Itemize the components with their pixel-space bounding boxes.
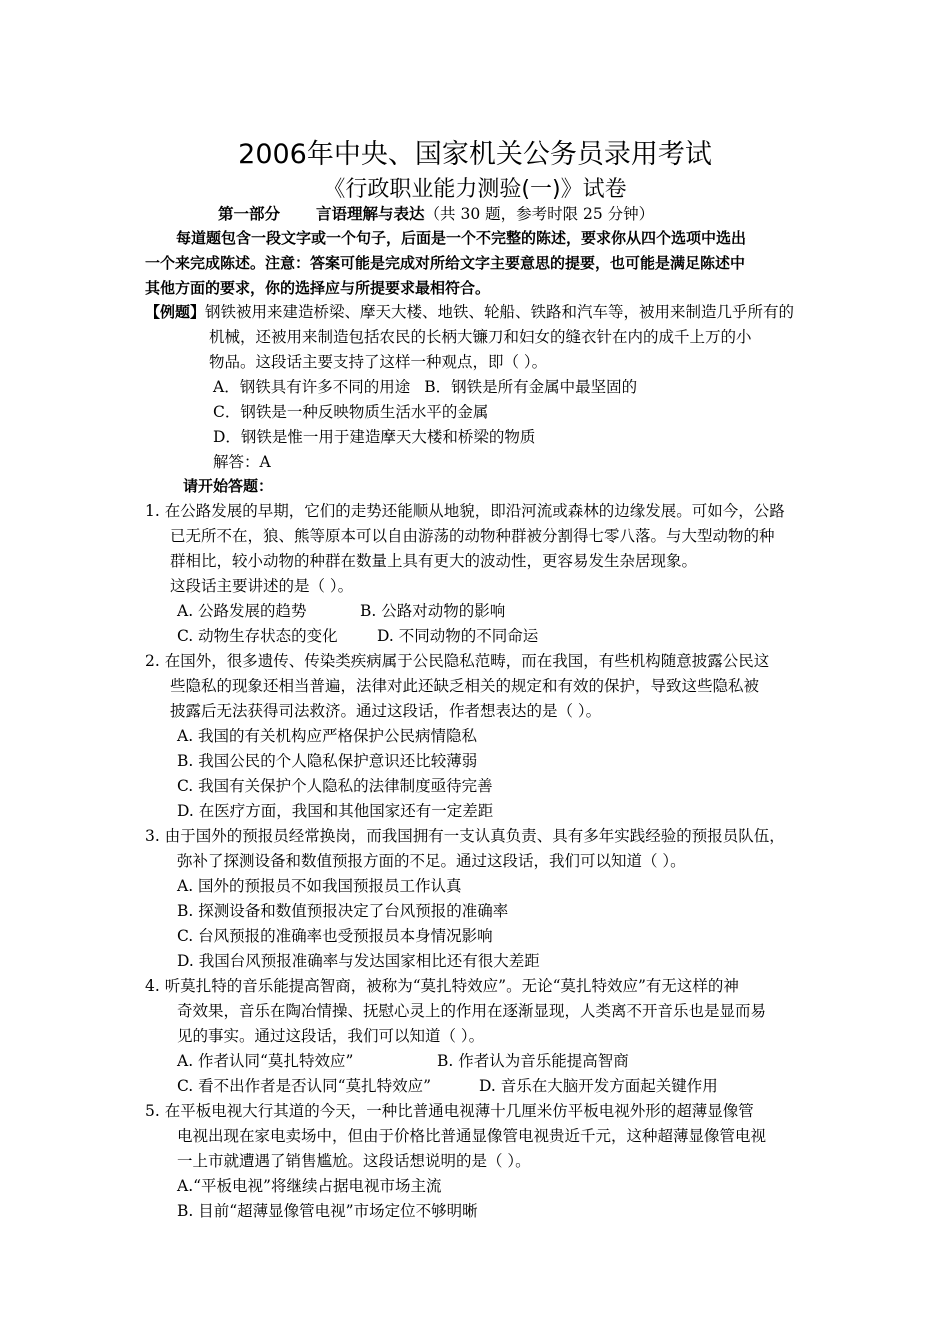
- question-4-option-d: D. 音乐在大脑开发方面起关键作用: [479, 1077, 718, 1095]
- question-5-text: 一上市就遭遇了销售尴尬。这段话想说明的是（ ）。: [177, 1152, 531, 1170]
- question-2-option-c: C. 我国有关保护个人隐私的法律制度亟待完善: [177, 777, 493, 795]
- question-1-text: 这段话主要讲述的是（ ）。: [170, 577, 354, 595]
- question-2-option-b: B. 我国公民的个人隐私保护意识还比较薄弱: [177, 752, 478, 770]
- question-5-text: 电视出现在家电卖场中，但由于价格比普通显像管电视贵近千元，这种超薄显像管电视: [177, 1127, 767, 1145]
- section-note: （共 30 题，参考时限 25 分钟）: [424, 205, 655, 223]
- question-1-option-b: B. 公路对动物的影响: [360, 602, 506, 620]
- question-4-text: 4. 听莫扎特的音乐能提高智商，被称为“莫扎特效应”。无论“莫扎特效应”有无这样的神: [145, 977, 739, 995]
- section-topic: 言语理解与表达: [316, 204, 425, 223]
- question-2-text: 披露后无法获得司法救济。通过这段话，作者想表达的是（ ）。: [170, 702, 602, 720]
- question-4-text: 奇效果，音乐在陶冶情操、抚慰心灵上的作用在逐渐显现，人类离不开音乐也是显而易: [177, 1002, 767, 1020]
- example-text: 物品。这段话主要支持了这样一种观点，即（ ）。: [209, 353, 548, 371]
- example-answer: 解答：A: [213, 453, 271, 471]
- question-4-option-row: [177, 1051, 629, 1071]
- example-text: 机械，还被用来制造包括农民的长柄大镰刀和妇女的缝衣针在内的成千上万的小: [209, 328, 752, 346]
- example-option-d: D．钢铁是惟一用于建造摩天大楼和桥梁的物质: [213, 428, 536, 446]
- question-1-option-row: [177, 626, 538, 646]
- question-1-text: 1. 在公路发展的早期，它们的走势还能顺从地貌，即沿河流或森林的边缘发展。可如今，公路: [145, 502, 785, 520]
- question-2-option-a: A. 我国的有关机构应严格保护公民病情隐私: [177, 727, 478, 745]
- example-option-row: [213, 377, 637, 397]
- instruction-line: 一个来完成陈述。注意：答案可能是完成对所给文字主要意思的提要，也可能是满足陈述中: [145, 254, 746, 272]
- question-2-text: 2. 在国外，很多遗传、传染类疾病属于公民隐私范畴，而在我国，有些机构随意披露公民这: [145, 652, 770, 670]
- question-5-option-a: A.“平板电视”将继续占据电视市场主流: [177, 1177, 442, 1195]
- question-3-text: 3. 由于国外的预报员经常换岗，而我国拥有一支认真负责、具有多年实践经验的预报员队伍，: [145, 827, 785, 845]
- question-3-text: 弥补了探测设备和数值预报方面的不足。通过这段话，我们可以知道（ ）。: [177, 852, 686, 870]
- section-heading: [218, 202, 654, 224]
- question-3-option-a: A. 国外的预报员不如我国预报员工作认真: [177, 877, 462, 895]
- question-3-option-d: D. 我国台风预报准确率与发达国家相比还有很大差距: [177, 952, 540, 970]
- instruction-line: 每道题包含一段文字或一个句子，后面是一个不完整的陈述，要求你从四个选项中选出: [176, 229, 747, 247]
- question-4-option-a: A. 作者认同“莫扎特效应”: [177, 1052, 354, 1070]
- start-label: 请开始答题：: [183, 477, 274, 495]
- example-text: 钢铁被用来建造桥梁、摩天大楼、地铁、轮船、铁路和汽车等，被用来制造几乎所有的: [205, 303, 795, 321]
- question-1-text: 已无所不在，狼、熊等原本可以自由游荡的动物种群被分割得七零八落。与大型动物的种: [170, 527, 775, 545]
- page-title: 2006年中央、国家机关公务员录用考试: [238, 139, 712, 170]
- question-1-text: 群相比，较小动物的种群在数量上具有更大的波动性，更容易发生杂居现象。: [170, 552, 698, 570]
- question-1-option-row: [177, 601, 505, 621]
- example-option-c: C．钢铁是一种反映物质生活水平的金属: [213, 403, 489, 421]
- question-2-option-d: D. 在医疗方面，我国和其他国家还有一定差距: [177, 802, 494, 820]
- question-4-text: 见的事实。通过这段话，我们可以知道（ ）。: [177, 1027, 485, 1045]
- question-5-option-b: B. 目前“超薄显像管电视”市场定位不够明晰: [177, 1202, 478, 1220]
- example-option-b: B．钢铁是所有金属中最坚固的: [424, 378, 638, 396]
- section-name: 第一部分: [218, 204, 281, 223]
- question-3-option-c: C. 台风预报的准确率也受预报员本身情况影响: [177, 927, 493, 945]
- question-2-text: 些隐私的现象还相当普遍，法律对此还缺乏相关的规定和有效的保护，导致这些隐私被: [170, 677, 760, 695]
- question-1-option-c: C. 动物生存状态的变化: [177, 627, 338, 645]
- example-label: 【例题】: [145, 303, 206, 321]
- page-subtitle: 《行政职业能力测验(一)》试卷: [323, 177, 627, 202]
- question-1-option-a: A. 公路发展的趋势: [177, 602, 307, 620]
- instruction-line: 其他方面的要求，你的选择应与所提要求最相符合。: [145, 279, 491, 297]
- question-4-option-b: B. 作者认为音乐能提高智商: [437, 1052, 629, 1070]
- question-3-option-b: B. 探测设备和数值预报决定了台风预报的准确率: [177, 902, 509, 920]
- question-4-option-c: C. 看不出作者是否认同“莫扎特效应”: [177, 1077, 432, 1095]
- example-first-line: [145, 302, 794, 322]
- question-1-option-d: D. 不同动物的不同命运: [377, 627, 539, 645]
- question-5-text: 5. 在平板电视大行其道的今天，一种比普通电视薄十几厘米仿平板电视外形的超薄显像管: [145, 1102, 754, 1120]
- example-option-a: A．钢铁具有许多不同的用途: [213, 378, 411, 396]
- question-4-option-row: [177, 1076, 718, 1096]
